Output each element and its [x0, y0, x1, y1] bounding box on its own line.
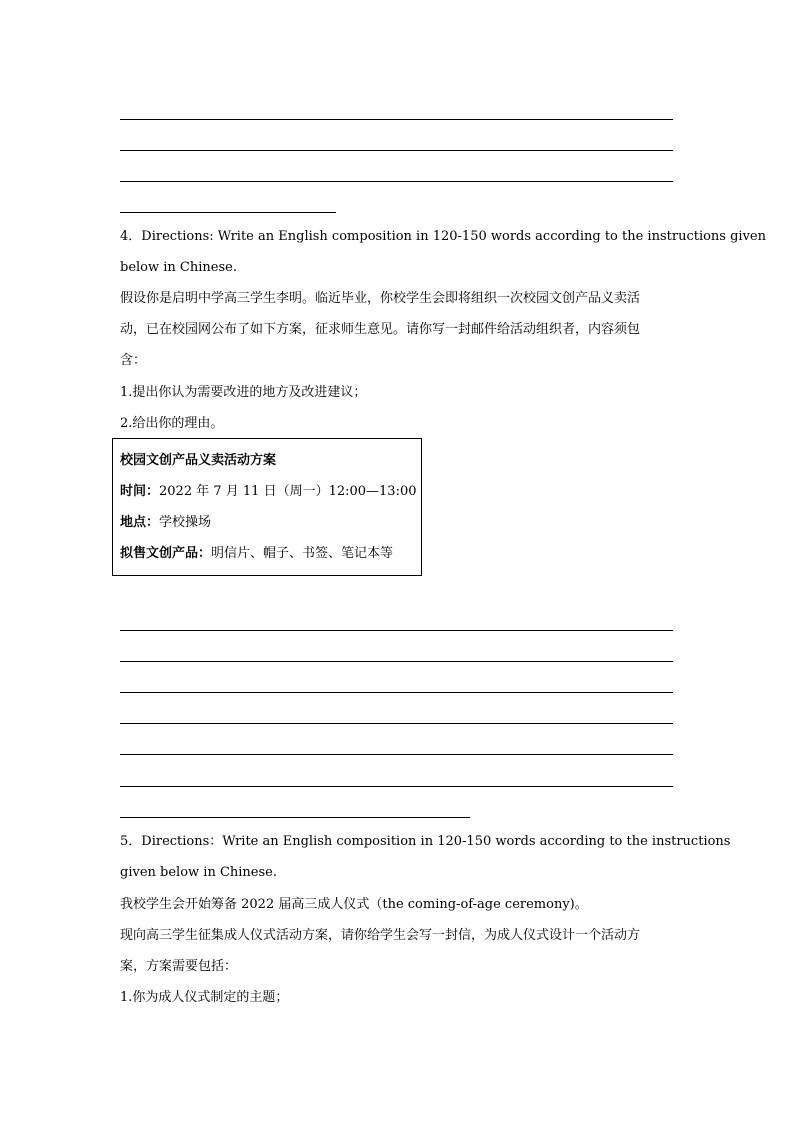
answer-line	[120, 786, 673, 787]
activity-plan-box	[112, 438, 422, 576]
answer-line	[120, 181, 673, 182]
plan-time	[120, 484, 417, 500]
q4-instruction-line3: 含：	[120, 353, 147, 368]
answer-line-short	[120, 817, 470, 818]
q5-directions-line2: given below in Chinese.	[120, 865, 277, 880]
q5-directions-line1: 5．Directions：Write an English composition in 120-150 words according to the instructions	[120, 834, 731, 849]
q4-directions-line1: 4．Directions: Write an English composition in 120-150 words according to the instructions given	[120, 229, 767, 244]
answer-line-short	[120, 212, 336, 213]
plan-place-label: 地点：	[120, 515, 160, 530]
q4-instruction-line2: 动，已在校园网公布了如下方案，征求师生意见。请你写一封邮件给活动组织者，内容须包	[120, 322, 641, 337]
plan-products	[120, 546, 393, 562]
q5-instruction-line3: 案，方案需要包括：	[120, 959, 238, 974]
plan-place	[120, 515, 211, 531]
plan-products-label: 拟售文创产品：	[120, 546, 212, 561]
plan-time-value: 2022 年 7 月 11 日（周一）12:00—13:00	[159, 484, 417, 499]
plan-time-label: 时间：	[120, 484, 160, 499]
answer-line	[120, 661, 673, 662]
answer-line	[120, 692, 673, 693]
plan-place-value: 学校操场	[159, 515, 212, 530]
answer-line	[120, 723, 673, 724]
q5-instruction-line1: 我校学生会开始筹备 2022 届高三成人仪式（the coming-of-age ceremony)。	[120, 897, 588, 912]
q4-point-1: 1.提出你认为需要改进的地方及改进建议；	[120, 385, 367, 400]
q4-instruction-line1: 假设你是启明中学高三学生李明。临近毕业，你校学生会即将组织一次校园文创产品义卖活	[120, 291, 641, 306]
answer-line	[120, 630, 673, 631]
answer-line	[120, 119, 673, 120]
q4-directions-line2: below in Chinese.	[120, 260, 237, 275]
plan-title: 校园文创产品义卖活动方案	[120, 453, 277, 468]
q4-point-2: 2.给出你的理由。	[120, 416, 224, 431]
answer-line	[120, 754, 673, 755]
answer-line	[120, 150, 673, 151]
q5-point-1: 1.你为成人仪式制定的主题；	[120, 990, 289, 1005]
q5-instruction-line2: 现向高三学生征集成人仪式活动方案，请你给学生会写一封信，为成人仪式设计一个活动方	[120, 928, 641, 943]
plan-products-value: 明信片、帽子、书签、笔记本等	[211, 546, 394, 561]
